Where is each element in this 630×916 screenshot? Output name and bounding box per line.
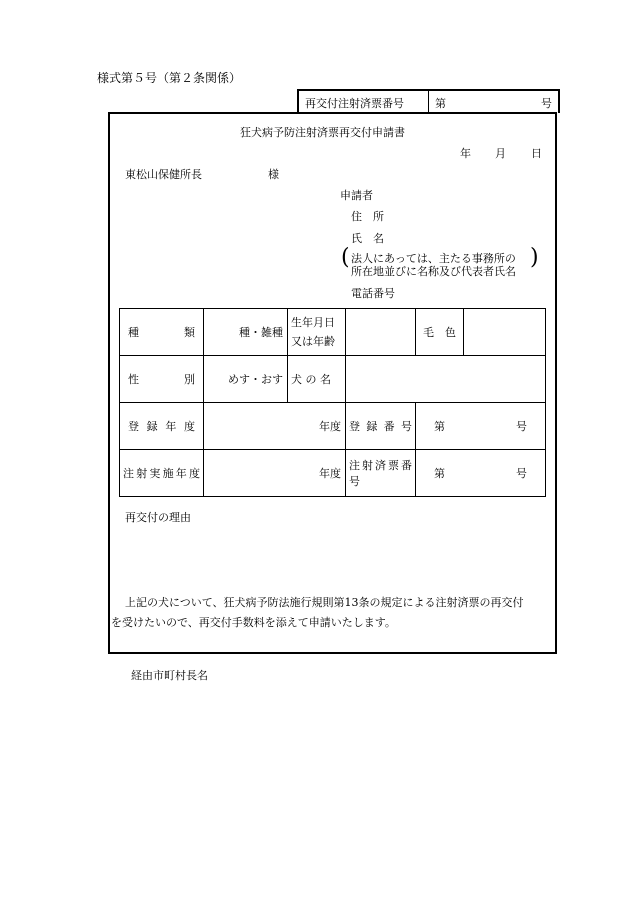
reg-no-label: 登録番号: [349, 420, 412, 433]
dob-label-line2: 又は年齢: [291, 335, 335, 348]
reg-no-dai: 第: [434, 420, 445, 433]
date-year: 年: [460, 147, 471, 160]
corporate-note: [341, 245, 541, 278]
table-row: [120, 309, 546, 356]
form-number-label: 様式第５号（第２条関係）: [97, 71, 242, 85]
reg-year-label-cell: [120, 403, 204, 450]
kind-label-cell: [120, 309, 204, 356]
color-label-cell: [416, 309, 464, 356]
corporate-note-line1: 法人にあっては、主たる事務所の: [351, 252, 516, 265]
dob-label-line1: 生年月日: [291, 316, 335, 329]
statement-line2: を受けたいので、再交付手数料を添えて申請いたします。: [111, 616, 396, 629]
kind-value: 種・雑種: [239, 326, 283, 339]
kind-value-cell: [204, 309, 288, 356]
reissue-number-label: 再交付注射済票番号: [305, 97, 404, 110]
tag-no-go: 号: [516, 467, 527, 480]
table-row: [120, 450, 546, 497]
reg-year-value-cell: [204, 403, 346, 450]
tag-no-dai: 第: [434, 467, 445, 480]
dob-value-cell: [346, 309, 416, 356]
table-row: [120, 356, 546, 403]
addressee-suffix: 様: [268, 168, 279, 181]
tag-no-value-cell: [416, 450, 546, 497]
reissue-reason-label: 再交付の理由: [125, 511, 191, 524]
dog-name-label: 犬 の 名: [291, 373, 331, 386]
tag-no-label-cell: [346, 450, 416, 497]
via-municipality-label: 経由市町村長名: [131, 669, 208, 682]
corporate-note-line2: 所在地並びに名称及び代表者氏名: [351, 265, 516, 278]
inj-year-value-cell: [204, 450, 346, 497]
sex-label: 性別: [128, 373, 195, 386]
sex-value-cell: [204, 356, 288, 403]
dog-name-value-cell: [346, 356, 546, 403]
applicant-heading: 申請者: [340, 189, 373, 202]
statement-line1: 上記の犬について、狂犬病予防法施行規則第13条の規定による注射済票の再交付: [125, 596, 524, 609]
table-row: [120, 403, 546, 450]
reissue-go: 号: [541, 97, 552, 110]
dog-name-label-cell: [288, 356, 346, 403]
inj-year-label-cell: [120, 450, 204, 497]
dob-label-cell: [288, 309, 346, 356]
addressee-name: 東松山保健所長: [125, 168, 202, 181]
applicant-phone-label: 電話番号: [351, 287, 395, 300]
kind-label: 種類: [128, 326, 195, 339]
sex-value: めす・おす: [228, 373, 283, 386]
inj-year-label: 注射実施年度: [123, 467, 200, 480]
reissue-box-divider: [428, 91, 429, 113]
date-month: 月: [495, 147, 506, 160]
close-paren: ): [530, 245, 539, 270]
reg-year-suffix: 年度: [319, 420, 341, 433]
reg-no-go: 号: [516, 420, 527, 433]
reg-no-value-cell: [416, 403, 546, 450]
reg-year-label: 登録年度: [128, 420, 195, 433]
applicant-name-label: 氏 名: [351, 232, 384, 245]
form-title: 狂犬病予防注射済票再交付申請書: [240, 126, 405, 139]
inj-year-suffix: 年度: [319, 467, 341, 480]
reissue-dai: 第: [435, 97, 446, 110]
color-value-cell: [464, 309, 546, 356]
reg-no-label-cell: [346, 403, 416, 450]
color-label: 毛 色: [423, 326, 456, 339]
dog-info-table: [119, 308, 546, 497]
date-day: 日: [531, 147, 542, 160]
applicant-address-label: 住 所: [351, 210, 384, 223]
sex-label-cell: [120, 356, 204, 403]
tag-no-label: 注射済票番号: [349, 459, 412, 488]
open-paren: (: [341, 245, 350, 270]
reissue-number-box: [297, 89, 560, 113]
